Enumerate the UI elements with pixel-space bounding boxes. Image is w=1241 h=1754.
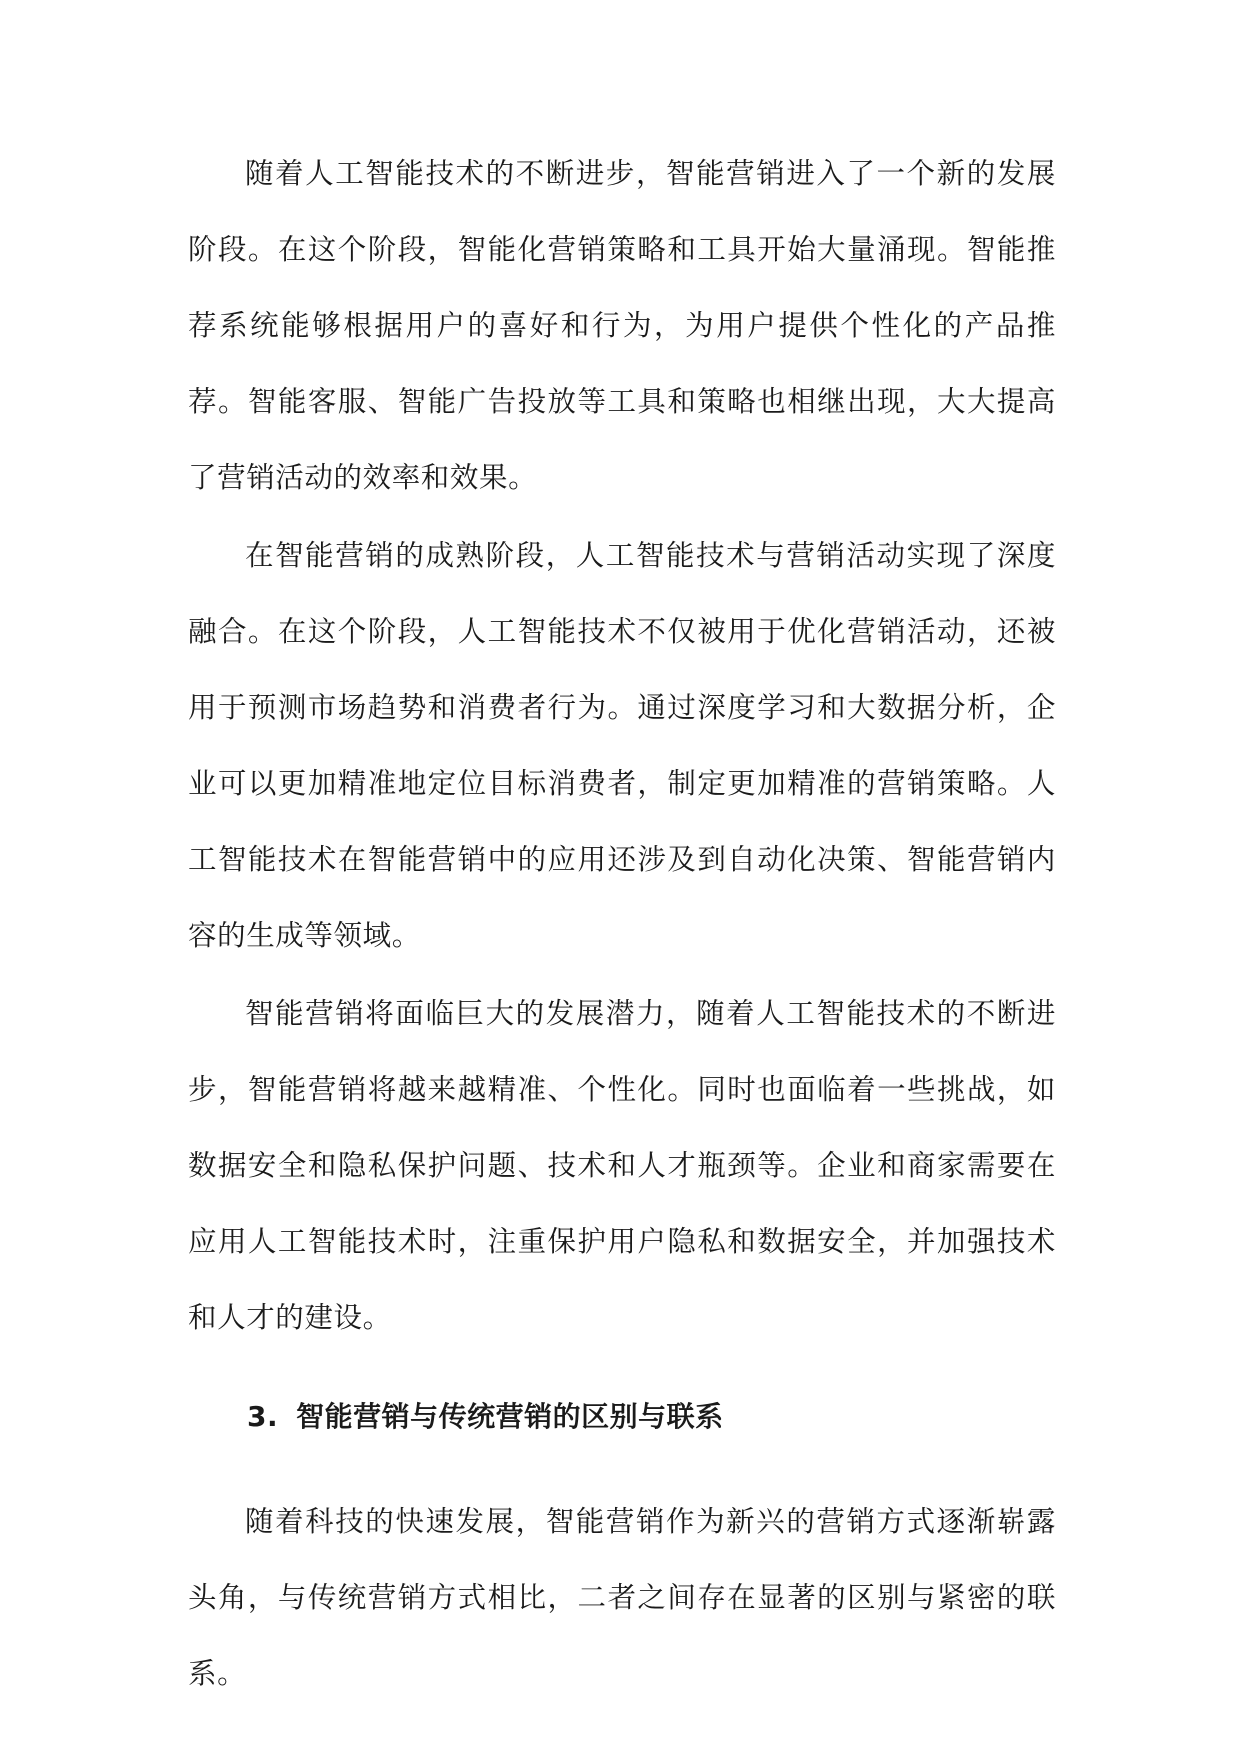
paragraph-development-stage: 随着人工智能技术的不断进步，智能营销进入了一个新的发展阶段。在这个阶段，智能化营销策略和工具开始大量涌现。智能推荐系统能够根据用户的喜好和行为，为用户提供个性化的产品推荐。智能客服、智能广告投放等工具和策略也相继出现，大大提高了营销活动的效率和效果。 — [188, 157, 1056, 494]
paragraph-section-intro: 随着科技的快速发展，智能营销作为新兴的营销方式逐渐崭露头角，与传统营销方式相比，二者之间存在显著的区别与紧密的联系。 — [188, 1505, 1056, 1690]
section-number: 3. — [247, 1400, 279, 1433]
section-heading — [247, 1397, 724, 1437]
paragraph-mature-stage: 在智能营销的成熟阶段，人工智能技术与营销活动实现了深度融合。在这个阶段，人工智能技术不仅被用于优化营销活动，还被用于预测市场趋势和消费者行为。通过深度学习和大数据分析，企业可以更加精准地定位目标消费者，制定更加精准的营销策略。人工智能技术在智能营销中的应用还涉及到自动化决策、智能营销内容的生成等领域。 — [188, 539, 1056, 952]
paragraph-future-challenges: 智能营销将面临巨大的发展潜力，随着人工智能技术的不断进步，智能营销将越来越精准、个性化。同时也面临着一些挑战，如数据安全和隐私保护问题、技术和人才瓶颈等。企业和商家需要在应用人工智能技术时，注重保护用户隐私和数据安全，并加强技术和人才的建设。 — [188, 997, 1056, 1334]
section-title: 智能营销与传统营销的区别与联系 — [296, 1400, 724, 1433]
